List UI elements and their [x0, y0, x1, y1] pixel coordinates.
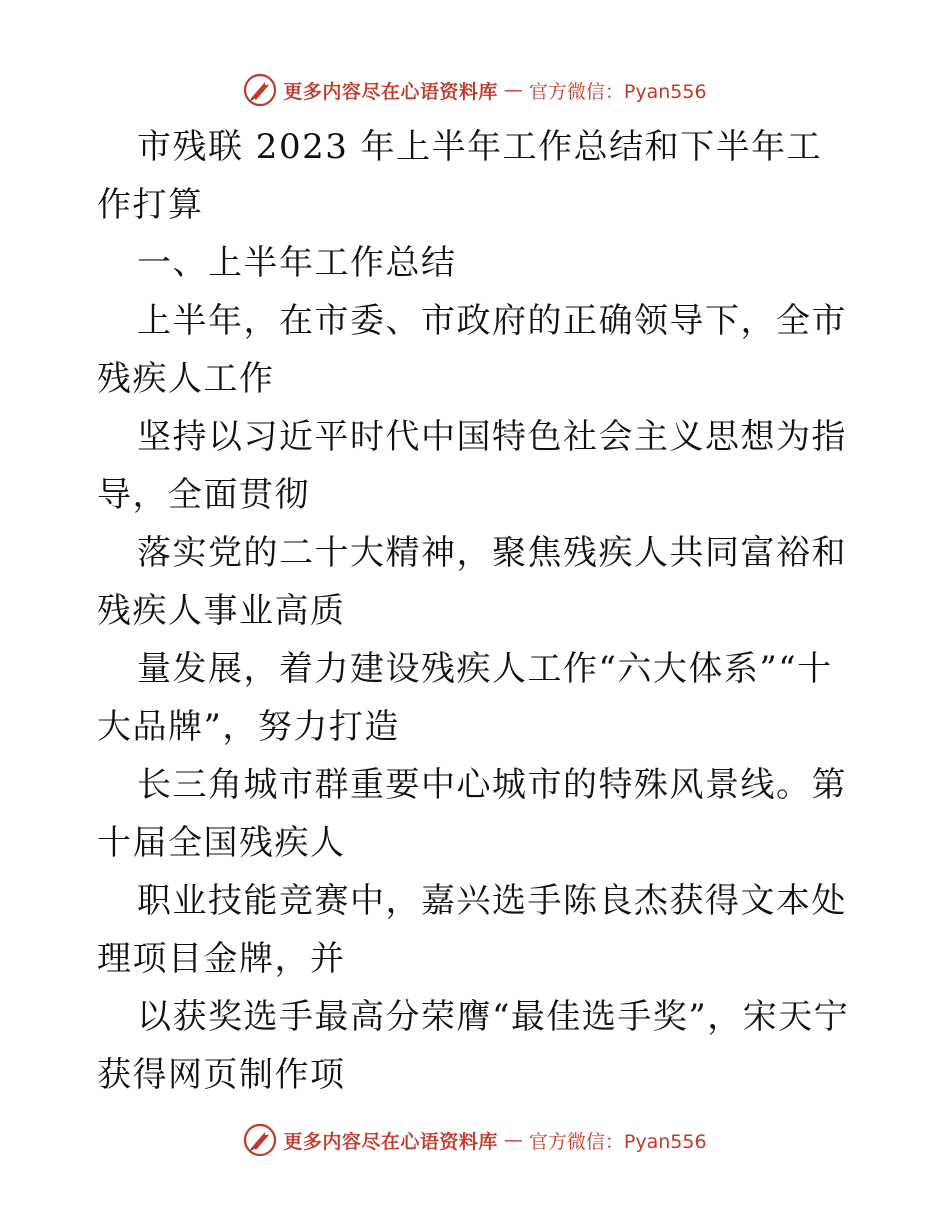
body-paragraph: 以获奖选手最高分荣膺“最佳选手奖”，宋天宁获得网页制作项	[97, 997, 850, 1095]
banner-text: 更多内容尽在心语资料库	[283, 1130, 498, 1153]
pen-logo-icon	[243, 73, 277, 107]
document-title: 市残联 2023 年上半年工作总结和下半年工作打算	[97, 127, 823, 225]
body-paragraph: 长三角城市群重要中心城市的特殊风景线。第十届全国残疾人	[97, 765, 847, 863]
section-heading: 一、上半年工作总结	[137, 243, 457, 283]
body-paragraph: 上半年，在市委、市政府的正确领导下，全市残疾人工作	[97, 301, 847, 399]
document-body	[97, 118, 853, 1104]
banner-dash: —	[503, 79, 523, 101]
body-paragraph: 职业技能竞赛中，嘉兴选手陈良杰获得文本处理项目金牌，并	[97, 881, 847, 979]
banner-dash: —	[503, 1129, 523, 1151]
banner-text: 更多内容尽在心语资料库	[283, 80, 498, 103]
body-paragraph: 坚持以习近平时代中国特色社会主义思想为指导，全面贯彻	[97, 417, 847, 515]
banner-wechat: 官方微信：Pyan556	[528, 80, 707, 103]
footer-banner	[0, 1120, 950, 1160]
pen-logo-icon	[243, 1123, 277, 1157]
header-banner	[0, 70, 950, 110]
banner-wechat: 官方微信：Pyan556	[528, 1130, 707, 1153]
body-paragraph: 落实党的二十大精神，聚焦残疾人共同富裕和残疾人事业高质	[97, 533, 847, 631]
body-paragraph: 量发展，着力建设残疾人工作“六大体系”“十大品牌”，努力打造	[97, 649, 833, 747]
